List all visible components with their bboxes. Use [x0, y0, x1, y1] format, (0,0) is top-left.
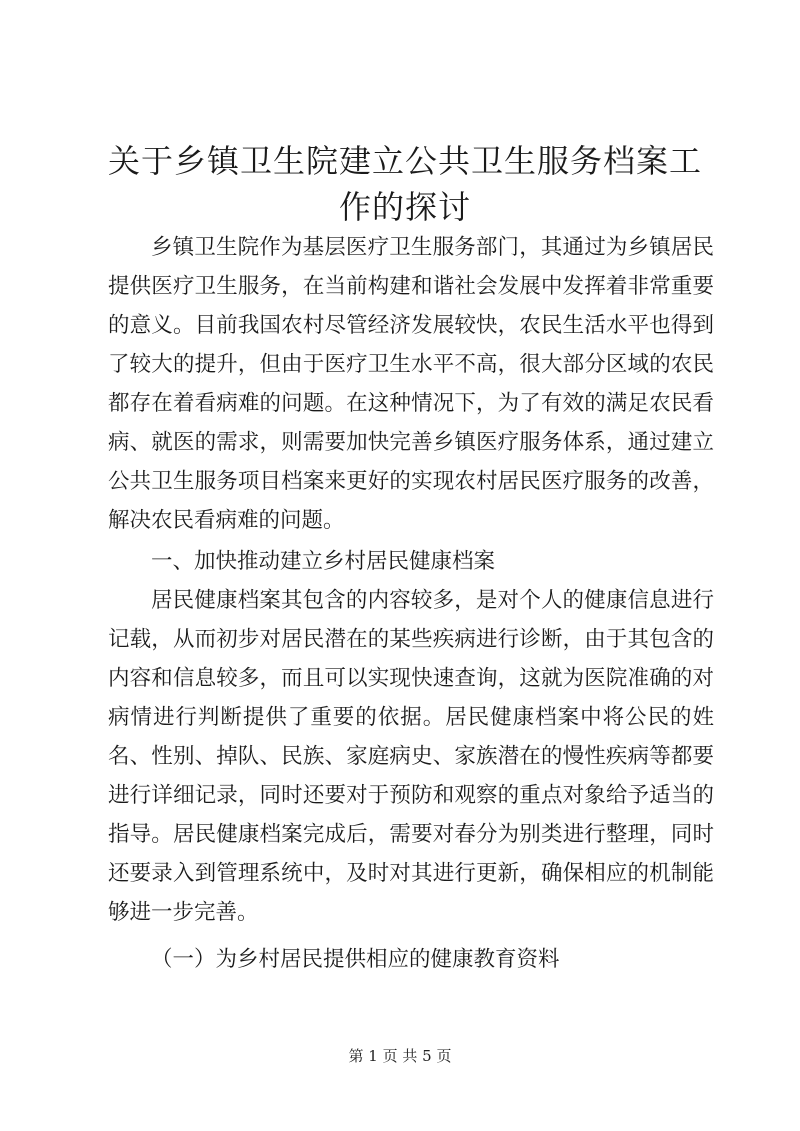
page-footer: 第 1 页 共 5 页 — [348, 1047, 452, 1065]
paragraph-health-records: 居民健康档案其包含的内容较多，是对个人的健康信息进行记载，从而初步对居民潜在的某些疾病进行诊断，由于其包含的内容和信息较多，而且可以实现快速查询，这就为医院准确的对病情进行判断提供了重要的依据。居民健康档案中将公民的姓名、性别、掉队、民族、家庭病史、家族潜在的慢性疾病等都要进行详细记录，同时还要对于预防和观察的重点对象给予适当的指导。居民健康档案完成后，需要对春分为别类进行整理，同时还要录入到管理系统中，及时对其进行更新，确保相应的机制能够进一步完善。 — [108, 588, 714, 925]
paragraph-intro: 乡镇卫生院作为基层医疗卫生服务部门，其通过为乡镇居民提供医疗卫生服务，在当前构建和谐社会发展中发挥着非常重要的意义。目前我国农村尽管经济发展较快，农民生活水平也得到了较大的提升，但由于医疗卫生水平不高，很大部分区域的农民都存在着看病难的问题。在这种情况下，为了有效的满足农民看病、就医的需求，则需要加快完善乡镇医疗服务体系，通过建立公共卫生服务项目档案来更好的实现农村居民医疗服务的改善，解决农民看病难的问题。 — [108, 235, 714, 533]
document-body — [108, 228, 714, 979]
document-title: 关于乡镇卫生院建立公共卫生服务档案工作的探讨 — [107, 142, 702, 226]
subsection-heading-1: （一）为乡村居民提供相应的健康教育资料 — [151, 947, 560, 972]
section-heading-1: 一、加快推动建立乡村居民健康档案 — [151, 549, 496, 574]
